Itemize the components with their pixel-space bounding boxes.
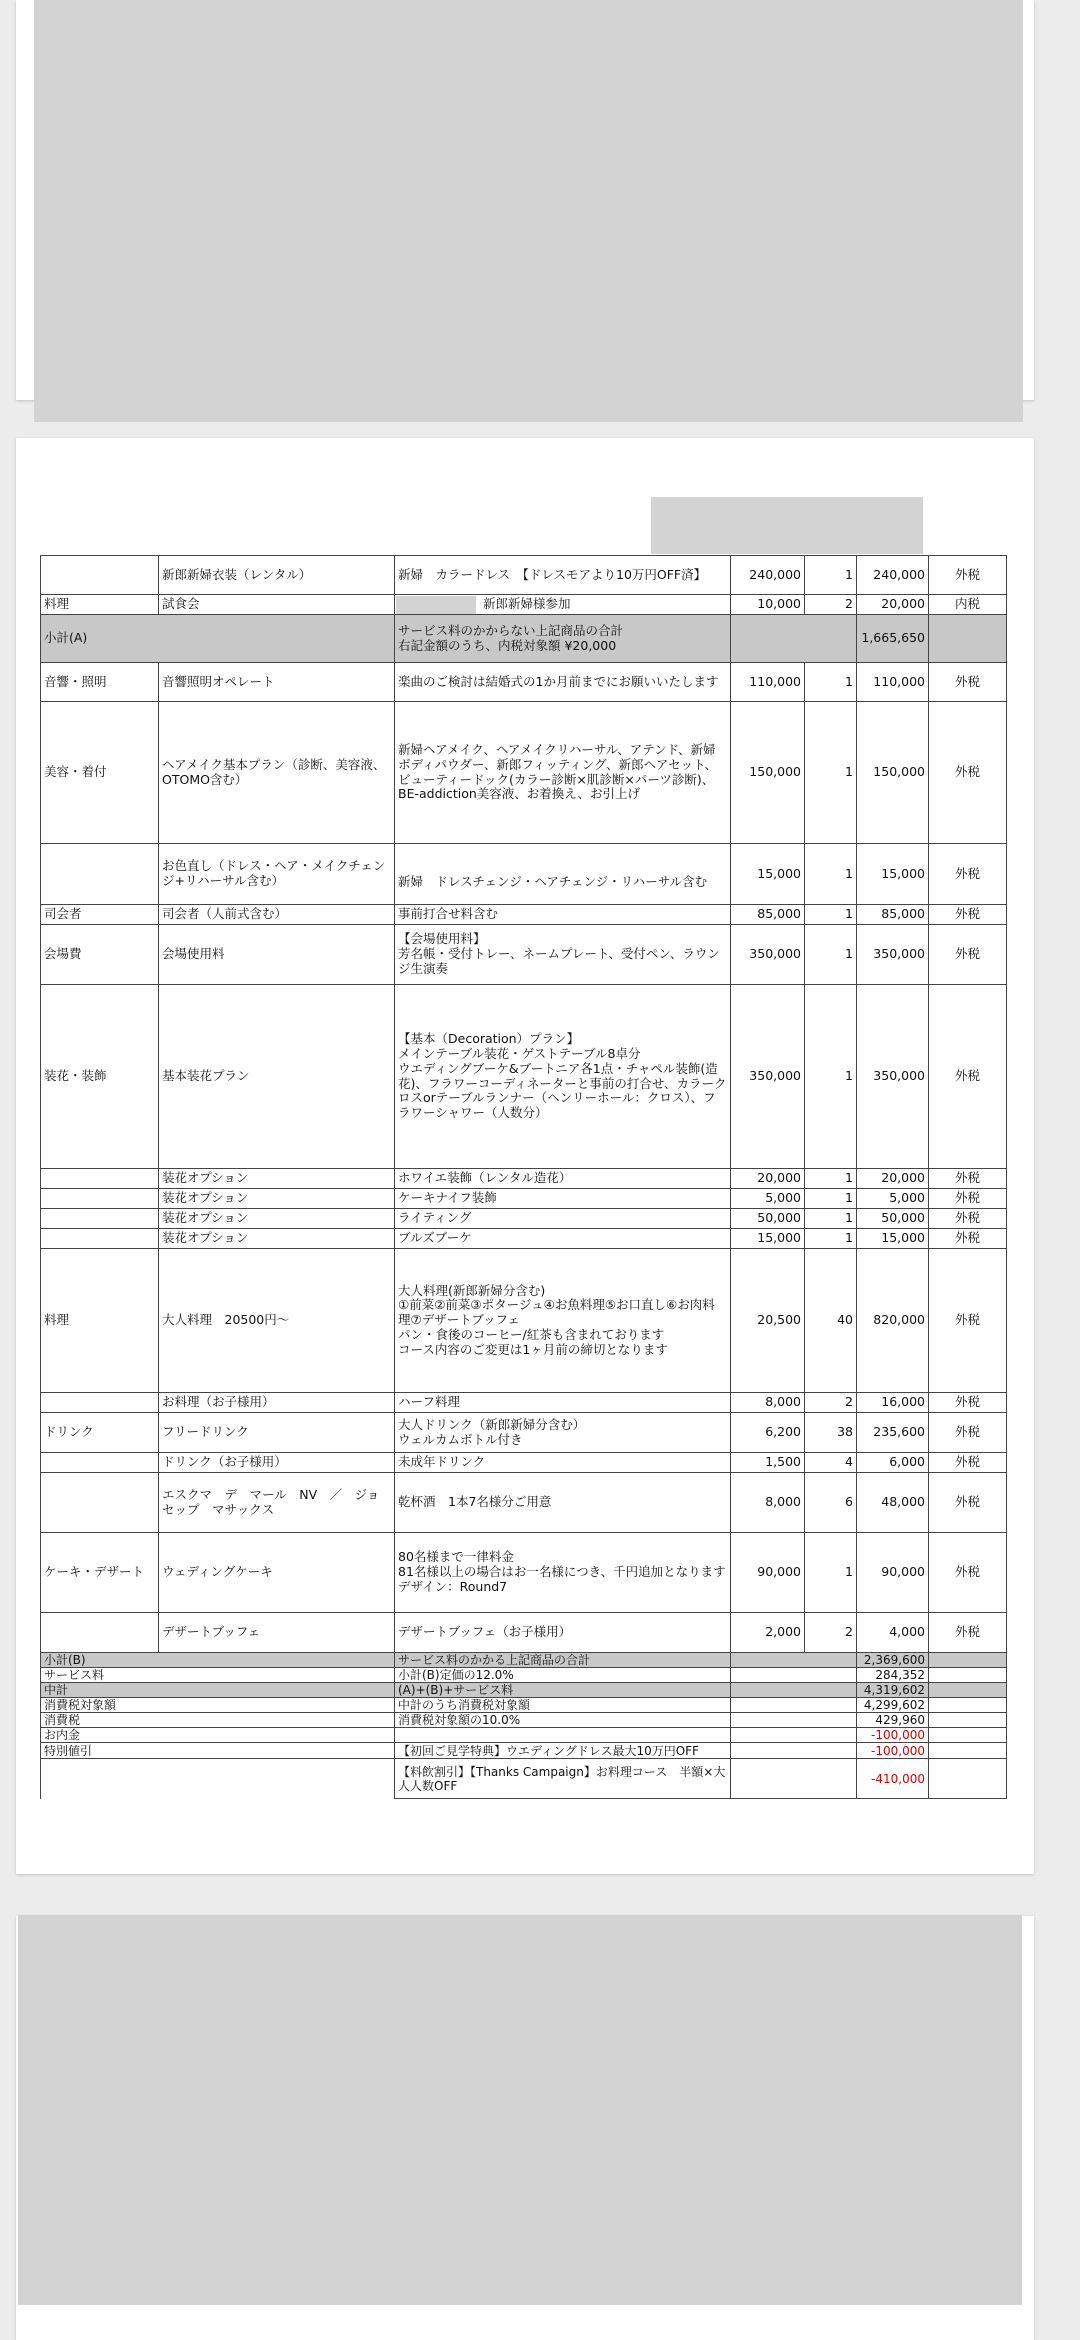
row-quantity: 1 [805, 1229, 857, 1249]
row-quantity: 1 [805, 985, 857, 1169]
row-item: 装花オプション [159, 1229, 395, 1249]
table-row [41, 595, 1007, 615]
row-tax-type: 外税 [929, 905, 1007, 925]
row-amount: 6,000 [857, 1453, 929, 1473]
summary-row-midtotal [41, 1683, 1007, 1698]
summary-description: 中計のうち消費税対象額 [395, 1698, 731, 1713]
row-empty [929, 615, 1007, 663]
estimate-table [40, 555, 1007, 1799]
row-description: 【基本（Decoration）プラン】 メインテーブル装花・ゲストテーブル8卓分 ウエディングブーケ&ブートニア各1点・チャペル装飾(造花)、フラワーコーディネーターと事前の打合せ、カラークロスorテーブルランナー（ヘンリーホール：クロス）、フラワーシャワー（人数分） [395, 985, 731, 1169]
summary-empty [731, 1759, 857, 1799]
summary-empty [929, 1698, 1007, 1713]
redacted-header-box [651, 497, 923, 554]
row-category [41, 1169, 159, 1189]
summary-empty [731, 1743, 857, 1759]
table-row [41, 1533, 1007, 1613]
row-unit-price: 15,000 [731, 1229, 805, 1249]
summary-description: 消費税対象額の10.0% [395, 1713, 731, 1728]
row-quantity: 40 [805, 1249, 857, 1393]
summary-label: サービス料 [41, 1668, 395, 1683]
row-description: ホワイエ装飾（レンタル造花） [395, 1169, 731, 1189]
summary-empty [731, 1698, 857, 1713]
summary-empty [731, 1668, 857, 1683]
row-tax-type: 外税 [929, 844, 1007, 905]
summary-empty [731, 1683, 857, 1698]
row-unit-price: 1,500 [731, 1453, 805, 1473]
table-row [41, 1249, 1007, 1393]
row-item: お色直し（ドレス・ヘア・メイクチェンジ+リハーサル含む） [159, 844, 395, 905]
row-tax-type: 外税 [929, 1533, 1007, 1613]
row-category: 料理 [41, 595, 159, 615]
row-category: 司会者 [41, 905, 159, 925]
row-item: 新郎新婦衣装（レンタル） [159, 556, 395, 595]
row-category [41, 1453, 159, 1473]
row-item: フリードリンク [159, 1413, 395, 1453]
row-amount: 15,000 [857, 1229, 929, 1249]
row-unit-price: 90,000 [731, 1533, 805, 1613]
row-tax-type: 外税 [929, 1229, 1007, 1249]
row-item: 会場使用料 [159, 925, 395, 985]
summary-amount: 429,960 [857, 1713, 929, 1728]
row-category [41, 556, 159, 595]
row-category: 会場費 [41, 925, 159, 985]
row-tax-type: 外税 [929, 1209, 1007, 1229]
row-amount: 90,000 [857, 1533, 929, 1613]
row-item: 装花オプション [159, 1189, 395, 1209]
summary-row-tax [41, 1713, 1007, 1728]
table-row [41, 985, 1007, 1169]
summary-empty [731, 1713, 857, 1728]
table-row [41, 1229, 1007, 1249]
row-category [41, 1473, 159, 1533]
row-description: 80名様まで一律料金 81名様以上の場合はお一名様につき、千円追加となります デザイン：Round7 [395, 1533, 731, 1613]
summary-empty [929, 1683, 1007, 1698]
row-unit-price: 20,000 [731, 1169, 805, 1189]
summary-description: 【料飲割引】【Thanks Campaign】お料理コース 半額×大人人数OFF [395, 1759, 731, 1799]
summary-empty [731, 1653, 857, 1668]
row-tax-type: 外税 [929, 925, 1007, 985]
summary-row-subtotal-b [41, 1653, 1007, 1668]
row-item: ドリンク（お子様用） [159, 1453, 395, 1473]
row-item: 基本装花プラン [159, 985, 395, 1169]
row-description: 乾杯酒 1本7名様分ご用意 [395, 1473, 731, 1533]
summary-amount: 4,299,602 [857, 1698, 929, 1713]
row-unit-price: 350,000 [731, 925, 805, 985]
row-quantity: 2 [805, 1393, 857, 1413]
summary-empty [929, 1743, 1007, 1759]
row-tax-type: 外税 [929, 1249, 1007, 1393]
row-amount: 85,000 [857, 905, 929, 925]
row-category: 装花・装飾 [41, 985, 159, 1169]
summary-empty [929, 1668, 1007, 1683]
row-description: 大人料理(新郎新婦分含む) ①前菜②前菜③ポタージュ④お魚料理⑤お口直し⑥お肉料理⑦デザートブッフェ パン・食後のコーヒー/紅茶も含まれております コース内容のご変更は1ヶ月前の締切となります [395, 1249, 731, 1393]
summary-empty [929, 1759, 1007, 1799]
row-amount: 48,000 [857, 1473, 929, 1533]
row-tax-type: 外税 [929, 663, 1007, 702]
summary-empty [929, 1728, 1007, 1743]
table-row [41, 1413, 1007, 1453]
table-row [41, 1169, 1007, 1189]
row-category: 料理 [41, 1249, 159, 1393]
row-tax-type: 外税 [929, 1613, 1007, 1653]
row-unit-price: 85,000 [731, 905, 805, 925]
row-unit-price: 110,000 [731, 663, 805, 702]
row-category [41, 1393, 159, 1413]
row-quantity: 1 [805, 925, 857, 985]
row-description: 事前打合せ料含む [395, 905, 731, 925]
row-item: ウェディングケーキ [159, 1533, 395, 1613]
row-tax-type: 外税 [929, 1189, 1007, 1209]
row-item: 装花オプション [159, 1209, 395, 1229]
row-item: 司会者（人前式含む） [159, 905, 395, 925]
row-item: ヘアメイク基本プラン（診断、美容液、OTOMO含む） [159, 702, 395, 844]
row-category: ドリンク [41, 1413, 159, 1453]
row-amount: 820,000 [857, 1249, 929, 1393]
redacted-area-top [34, 0, 1023, 422]
summary-row-deposit [41, 1728, 1007, 1743]
row-quantity: 2 [805, 595, 857, 615]
row-unit-price: 10,000 [731, 595, 805, 615]
row-amount: 1,665,650 [857, 615, 929, 663]
row-category: 小計(A) [41, 615, 395, 663]
row-description: 新郎新婦様参加 [395, 595, 731, 615]
row-quantity: 1 [805, 905, 857, 925]
summary-description: (A)+(B)+サービス料 [395, 1683, 731, 1698]
summary-amount: 284,352 [857, 1668, 929, 1683]
row-unit-price: 20,500 [731, 1249, 805, 1393]
summary-label: 消費税 [41, 1713, 395, 1728]
row-unit-price: 8,000 [731, 1473, 805, 1533]
row-item: 音響照明オペレート [159, 663, 395, 702]
row-amount: 20,000 [857, 595, 929, 615]
row-unit-price: 240,000 [731, 556, 805, 595]
row-description: 楽曲のご検討は結婚式の1か月前までにお願いいたします [395, 663, 731, 702]
row-category [41, 1613, 159, 1653]
row-description: ブルズブーケ [395, 1229, 731, 1249]
table-row [41, 905, 1007, 925]
table-row [41, 556, 1007, 595]
row-quantity: 1 [805, 844, 857, 905]
row-quantity: 38 [805, 1413, 857, 1453]
summary-row-taxable [41, 1698, 1007, 1713]
row-amount: 350,000 [857, 925, 929, 985]
row-amount: 15,000 [857, 844, 929, 905]
row-quantity: 4 [805, 1453, 857, 1473]
summary-description: 小計(B)定価の12.0% [395, 1668, 731, 1683]
row-amount: 5,000 [857, 1189, 929, 1209]
summary-empty [929, 1653, 1007, 1668]
row-quantity: 1 [805, 556, 857, 595]
row-tax-type: 外税 [929, 1413, 1007, 1453]
row-item: 装花オプション [159, 1169, 395, 1189]
row-item: デザートブッフェ [159, 1613, 395, 1653]
row-category [41, 1209, 159, 1229]
row-category: ケーキ・デザート [41, 1533, 159, 1613]
summary-amount: 2,369,600 [857, 1653, 929, 1668]
row-quantity: 1 [805, 1533, 857, 1613]
row-description: サービス料のかからない上記商品の合計 右記金額のうち、内税対象額 ¥20,000 [395, 615, 731, 663]
row-tax-type: 外税 [929, 556, 1007, 595]
row-amount: 16,000 [857, 1393, 929, 1413]
row-description: 新婦ヘアメイク、ヘアメイクリハーサル、アテンド、新婦ボディパウダー、新郎フィッティング、新郎ヘアセット、ビューティードック(カラー診断×肌診断×パーツ診断)、 BE-addiction美容液、お着換え、お引上げ [395, 702, 731, 844]
row-category [41, 1189, 159, 1209]
row-amount: 350,000 [857, 985, 929, 1169]
row-item: 試食会 [159, 595, 395, 615]
summary-description [395, 1728, 731, 1743]
summary-empty [731, 1728, 857, 1743]
table-row [41, 702, 1007, 844]
redacted-area-bottom [18, 1915, 1022, 2305]
summary-label: 中計 [41, 1683, 395, 1698]
table-row [41, 663, 1007, 702]
row-quantity: 6 [805, 1473, 857, 1533]
redacted-cell [396, 596, 476, 614]
summary-label [41, 1759, 395, 1799]
summary-label: お内金 [41, 1728, 395, 1743]
row-unit-price: 15,000 [731, 844, 805, 905]
subtotal-a-row [41, 615, 1007, 663]
table-row [41, 1393, 1007, 1413]
summary-amount: 4,319,602 [857, 1683, 929, 1698]
row-empty [731, 615, 857, 663]
row-tax-type: 外税 [929, 1393, 1007, 1413]
summary-label: 消費税対象額 [41, 1698, 395, 1713]
row-amount: 110,000 [857, 663, 929, 702]
summary-row-service [41, 1668, 1007, 1683]
row-quantity: 1 [805, 1169, 857, 1189]
summary-description: サービス料のかかる上記商品の合計 [395, 1653, 731, 1668]
row-amount: 20,000 [857, 1169, 929, 1189]
row-tax-type: 内税 [929, 595, 1007, 615]
row-unit-price: 8,000 [731, 1393, 805, 1413]
summary-label: 小計(B) [41, 1653, 395, 1668]
row-description: ハーフ料理 [395, 1393, 731, 1413]
row-tax-type: 外税 [929, 1169, 1007, 1189]
summary-row-discount [41, 1743, 1007, 1759]
table-row [41, 844, 1007, 905]
row-amount: 235,600 [857, 1413, 929, 1453]
row-description: ケーキナイフ装飾 [395, 1189, 731, 1209]
summary-empty [929, 1713, 1007, 1728]
row-unit-price: 50,000 [731, 1209, 805, 1229]
row-tax-type: 外税 [929, 702, 1007, 844]
row-category [41, 1229, 159, 1249]
table-row [41, 1189, 1007, 1209]
row-quantity: 1 [805, 663, 857, 702]
row-amount: 240,000 [857, 556, 929, 595]
row-description: 新婦 ドレスチェンジ・ヘアチェンジ・リハーサル含む [395, 844, 731, 905]
row-unit-price: 350,000 [731, 985, 805, 1169]
summary-amount: -100,000 [857, 1728, 929, 1743]
row-unit-price: 6,200 [731, 1413, 805, 1453]
table-row [41, 1473, 1007, 1533]
row-item: エスクマ デ マール NV ／ ジョセップ マサックス [159, 1473, 395, 1533]
summary-amount: -410,000 [857, 1759, 929, 1799]
summary-description: 【初回ご見学特典】ウエディングドレス最大10万円OFF [395, 1743, 731, 1759]
row-amount: 150,000 [857, 702, 929, 844]
summary-label: 特別値引 [41, 1743, 395, 1759]
row-tax-type: 外税 [929, 1453, 1007, 1473]
row-amount: 50,000 [857, 1209, 929, 1229]
row-description: 未成年ドリンク [395, 1453, 731, 1473]
row-quantity: 2 [805, 1613, 857, 1653]
row-tax-type: 外税 [929, 1473, 1007, 1533]
table-row [41, 925, 1007, 985]
row-description: 【会場使用料】 芳名帳・受付トレー、ネームプレート、受付ペン、ラウンジ生演奏 [395, 925, 731, 985]
table-row [41, 1613, 1007, 1653]
row-description: ライティング [395, 1209, 731, 1229]
row-quantity: 1 [805, 702, 857, 844]
row-item: お料理（お子様用） [159, 1393, 395, 1413]
row-amount: 4,000 [857, 1613, 929, 1653]
row-category [41, 844, 159, 905]
row-category: 音響・照明 [41, 663, 159, 702]
row-unit-price: 2,000 [731, 1613, 805, 1653]
row-quantity: 1 [805, 1189, 857, 1209]
row-quantity: 1 [805, 1209, 857, 1229]
row-unit-price: 150,000 [731, 702, 805, 844]
summary-row-discount-2 [41, 1759, 1007, 1799]
summary-amount: -100,000 [857, 1743, 929, 1759]
row-item: 大人料理 20500円～ [159, 1249, 395, 1393]
table-row [41, 1453, 1007, 1473]
table-row [41, 1209, 1007, 1229]
row-description: 大人ドリンク（新郎新婦分含む） ウェルカムボトル付き [395, 1413, 731, 1453]
row-unit-price: 5,000 [731, 1189, 805, 1209]
row-description: デザートブッフェ（お子様用） [395, 1613, 731, 1653]
row-description: 新婦 カラードレス 【ドレスモアより10万円OFF済】 [395, 556, 731, 595]
row-category: 美容・着付 [41, 702, 159, 844]
row-tax-type: 外税 [929, 985, 1007, 1169]
